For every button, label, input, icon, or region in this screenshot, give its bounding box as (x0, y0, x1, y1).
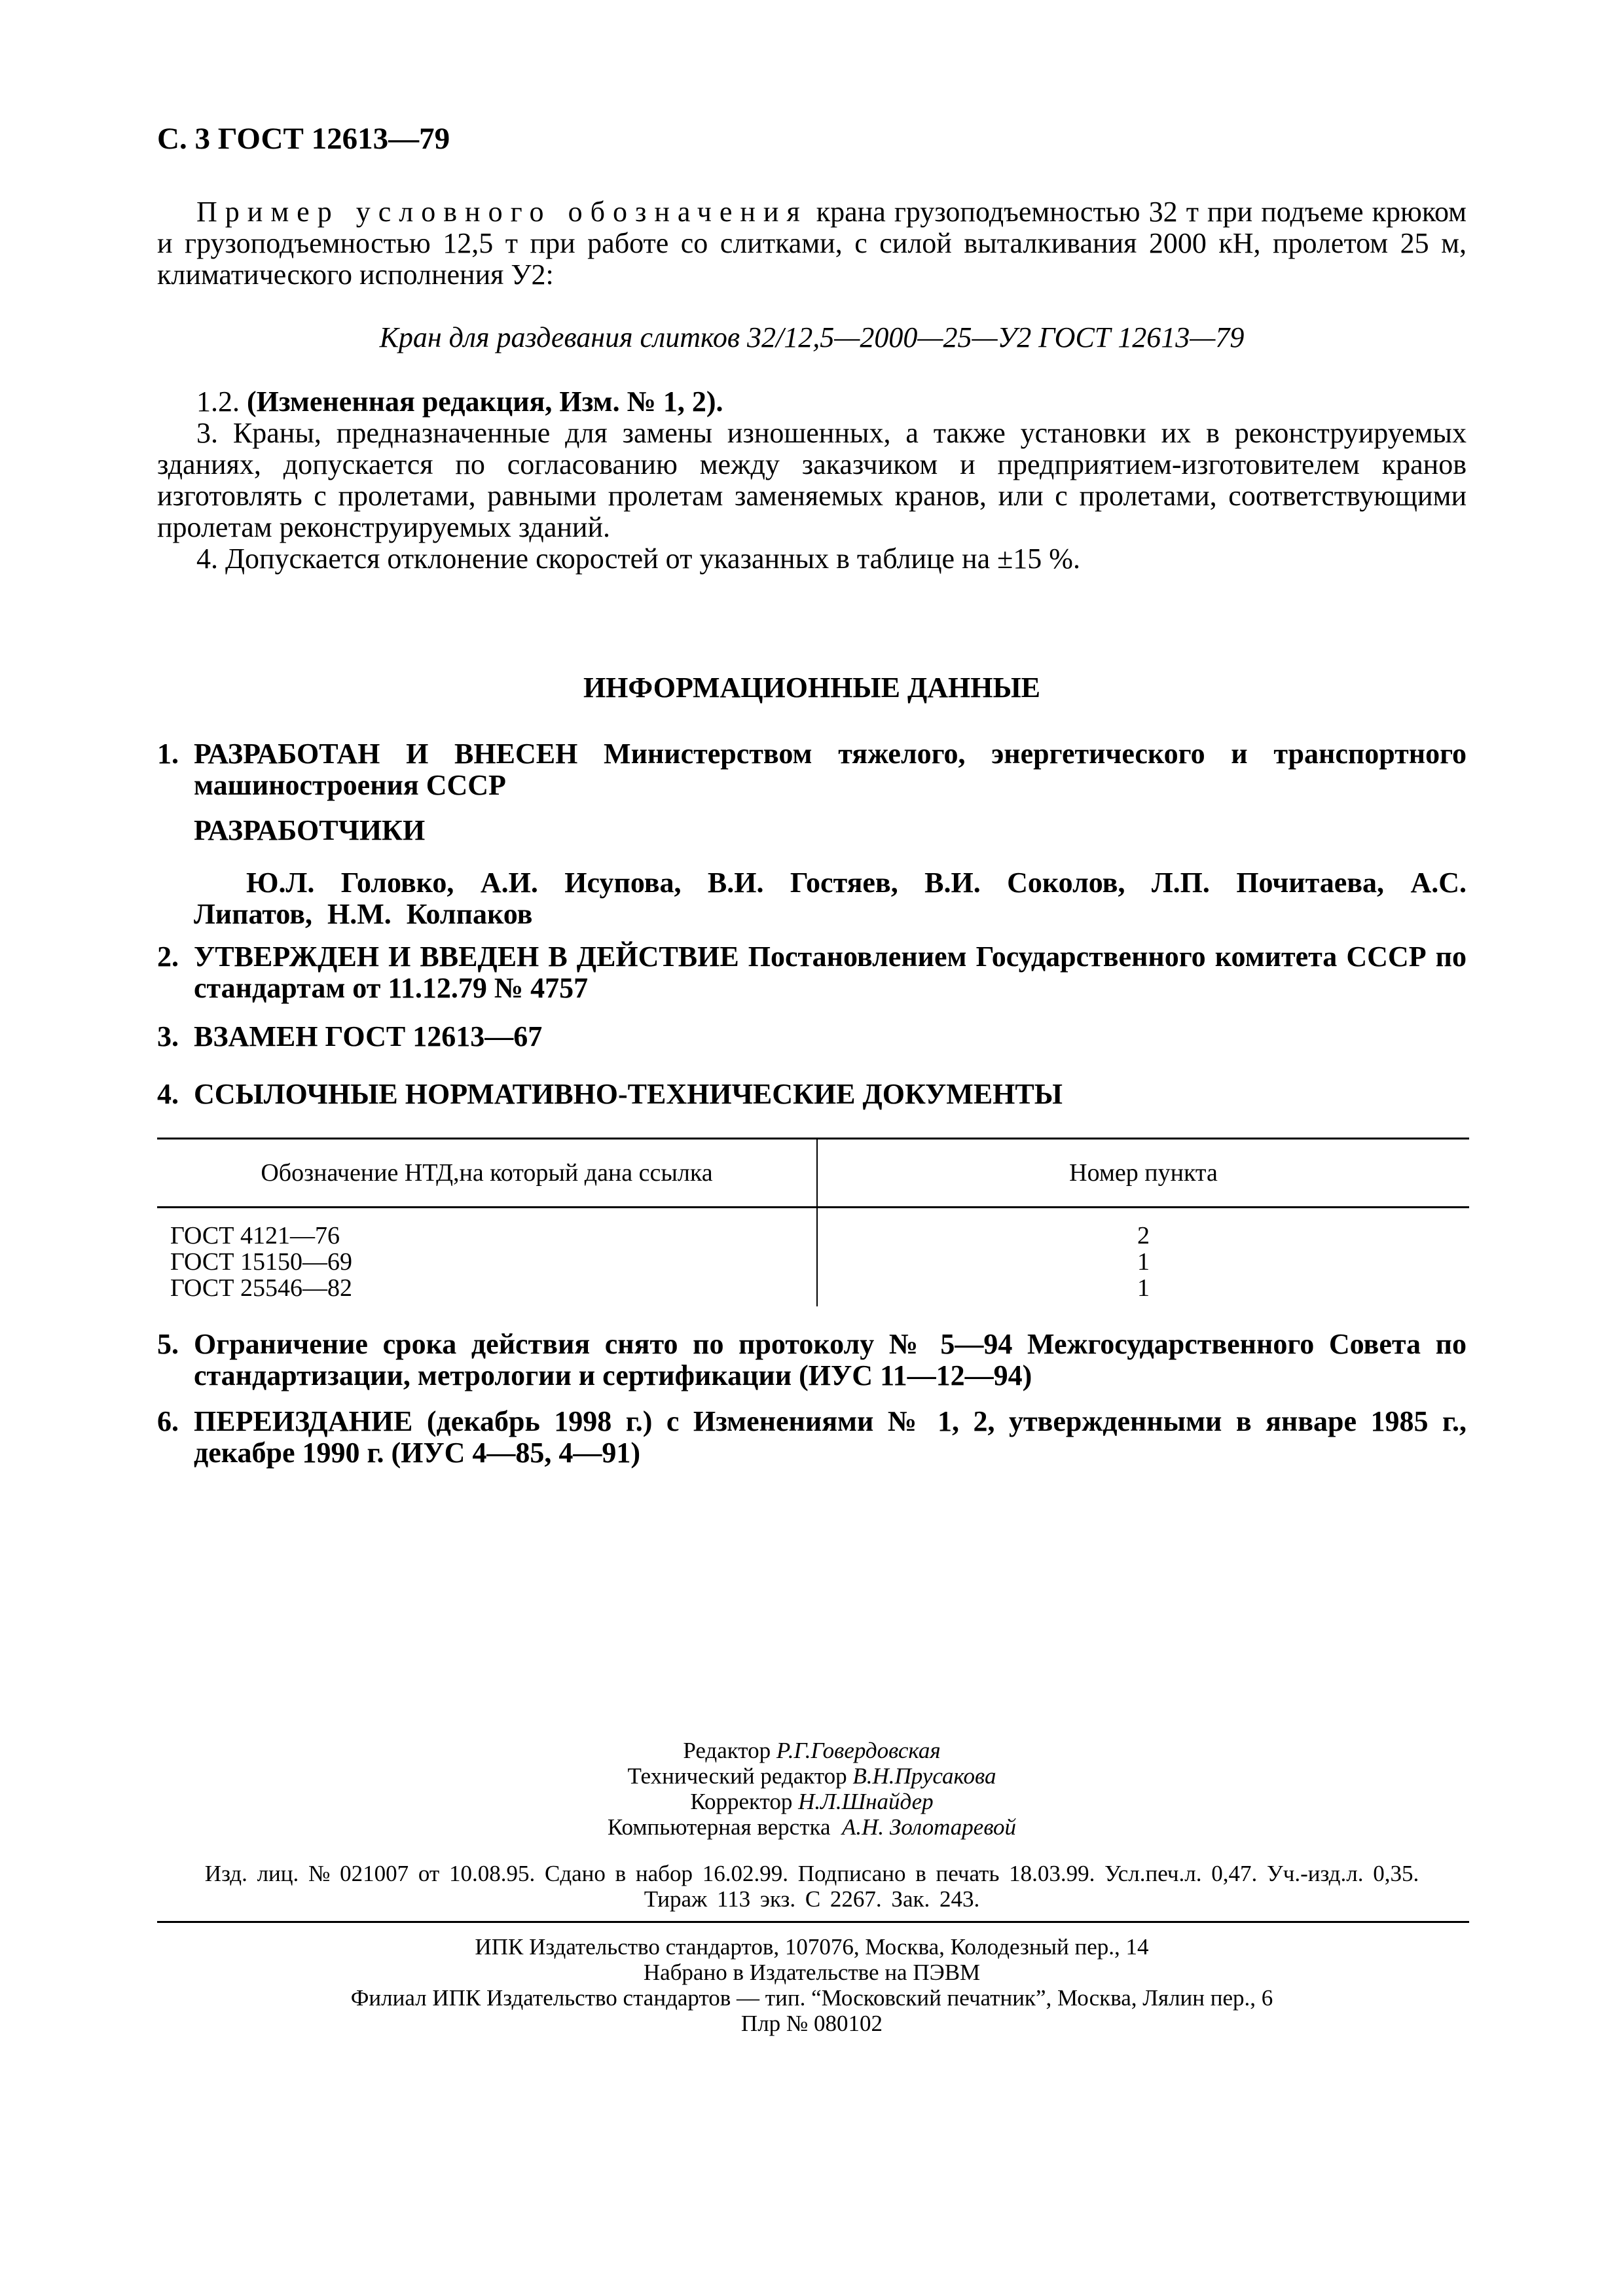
proofreader-label: Корректор (690, 1789, 793, 1814)
info-item-3-number: 3. (157, 1020, 179, 1052)
publication-info-line-2: Тираж 113 экз. С 2267. Зак. 243. (644, 1886, 980, 1912)
publisher-info (157, 1934, 1467, 2036)
column-header-document: Обозначение НТД,на который дана ссылка (157, 1139, 817, 1208)
table-cell-clause: 1 (1137, 1274, 1150, 1302)
info-item-6-text: ПЕРЕИЗДАНИЕ (декабрь 1998 г.) с Изменениями № 1, 2, утвержденными в январе 1985 г., декабре 1990 г. (ИУС 4—85, 4—91) (194, 1405, 1467, 1469)
info-item-1-number: 1. (157, 738, 179, 770)
info-item-3 (157, 1021, 1467, 1052)
info-item-1 (157, 738, 1467, 801)
example-text: крана грузоподъемностью 32 т при подъеме крюком и грузоподъемностью 12,5 т при работе со слитками, с силой выталкивания 2000 кН, пролетом 25 м, климатического исполнения У2: (157, 196, 1467, 291)
publisher-line-3: Филиал ИПК Издательство стандартов — тип. “Московский печатник”, Москва, Лялин пер., 6 (350, 1985, 1273, 2011)
table-cell-document: ГОСТ 25546—82 (157, 1275, 817, 1306)
table-row (157, 1275, 1469, 1306)
tech-editor-name: В.Н.Прусакова (852, 1763, 996, 1789)
designation-example-paragraph (157, 196, 1467, 291)
developers-label: РАЗРАБОТЧИКИ (194, 814, 426, 846)
table-row (157, 1249, 1469, 1275)
info-item-5 (157, 1329, 1467, 1391)
info-item-5-number: 5. (157, 1328, 179, 1360)
table-row (157, 1208, 1469, 1249)
info-item-3-text: ВЗАМЕН ГОСТ 12613—67 (194, 1020, 543, 1052)
editor-name: Р.Г.Говердовская (776, 1738, 941, 1763)
info-item-1-text: РАЗРАБОТАН И ВНЕСЕН Министерством тяжелого, энергетического и транспортного машиностроения СССР (194, 738, 1467, 801)
layout-line (157, 1814, 1467, 1840)
editor-label: Редактор (683, 1738, 771, 1763)
info-item-4 (157, 1079, 1467, 1110)
table-cell-clause: 2 (1137, 1222, 1150, 1249)
layout-label: Компьютерная верстка (607, 1814, 831, 1840)
note-1-2-number: 1.2. (196, 386, 240, 418)
info-item-4-text: ССЫЛОЧНЫЕ НОРМАТИВНО-ТЕХНИЧЕСКИЕ ДОКУМЕНТЫ (194, 1078, 1063, 1110)
info-item-5-text: Ограничение срока действия снято по протоколу № 5—94 Межгосударственного Совета по стандартизации, метрологии и сертификации (ИУС 11—12—94) (194, 1328, 1467, 1391)
publisher-line-1: ИПК Издательство стандартов, 107076, Москва, Колодезный пер., 14 (475, 1934, 1149, 1960)
proofreader-line (157, 1789, 1467, 1814)
info-item-2-number: 2. (157, 941, 179, 973)
note-1-2-text: (Измененная редакция, Изм. № 1, 2). (247, 386, 723, 418)
layout-name: А.Н. Золотаревой (842, 1814, 1017, 1840)
info-item-2 (157, 941, 1467, 1004)
table-cell-clause: 1 (1137, 1248, 1150, 1276)
designation-example: Кран для раздевания слитков 32/12,5—2000—25—У2 ГОСТ 12613—79 (379, 321, 1245, 353)
publisher-line-4: Плр № 080102 (740, 2011, 883, 2036)
info-item-6 (157, 1406, 1467, 1469)
table-cell-document: ГОСТ 15150—69 (157, 1249, 817, 1275)
note-4: 4. Допускается отклонение скоростей от указанных в таблице на ±15 %. (196, 543, 1080, 575)
table-cell-document: ГОСТ 4121—76 (157, 1208, 817, 1249)
proofreader-name: Н.Л.Шнайдер (798, 1789, 934, 1814)
column-header-clause: Номер пункта (817, 1139, 1469, 1208)
info-item-4-number: 4. (157, 1078, 179, 1110)
reference-documents-table (157, 1138, 1469, 1306)
editorial-credits (157, 1738, 1467, 1840)
footer-divider (157, 1921, 1469, 1923)
tech-editor-label: Технический редактор (627, 1763, 847, 1789)
note-1-2 (157, 386, 1467, 418)
example-lead: Пример условного обозначения (196, 196, 808, 228)
publication-info (157, 1861, 1467, 1912)
tech-editor-line (157, 1763, 1467, 1789)
info-section-title: ИНФОРМАЦИОННЫЕ ДАННЫЕ (583, 672, 1041, 704)
publication-info-line-1: Изд. лиц. № 021007 от 10.08.95. Сдано в набор 16.02.99. Подписано в печать 18.03.99. Усл.печ.л. 0,47. Уч.-изд.л. 0,35. (204, 1861, 1419, 1886)
publisher-line-2: Набрано в Издательстве на ПЭВМ (643, 1960, 981, 1985)
note-3: 3. Краны, предназначенные для замены изношенных, а также установки их в реконструируемых зданиях, допускается по согласованию между заказчиком и предприятием-изготовителем кранов изготовлять с пролетами, равными пролетам заменяемых кранов, или с пролетами, соответствующими пролетам реконструируемых зданий. (157, 417, 1467, 543)
developers-list: Ю.Л. Головко, А.И. Исупова, В.И. Гостяев, В.И. Соколов, Л.П. Почитаева, А.С. Липатов, Н.М. Колпаков (194, 867, 1467, 930)
table-header-row (157, 1139, 1469, 1208)
page-header: С. 3 ГОСТ 12613—79 (157, 122, 450, 156)
info-item-2-text: УТВЕРЖДЕН И ВВЕДЕН В ДЕЙСТВИЕ Постановлением Государственного комитета СССР по стандартам от 11.12.79 № 4757 (194, 941, 1467, 1004)
info-item-6-number: 6. (157, 1405, 179, 1437)
editor-line (157, 1738, 1467, 1763)
